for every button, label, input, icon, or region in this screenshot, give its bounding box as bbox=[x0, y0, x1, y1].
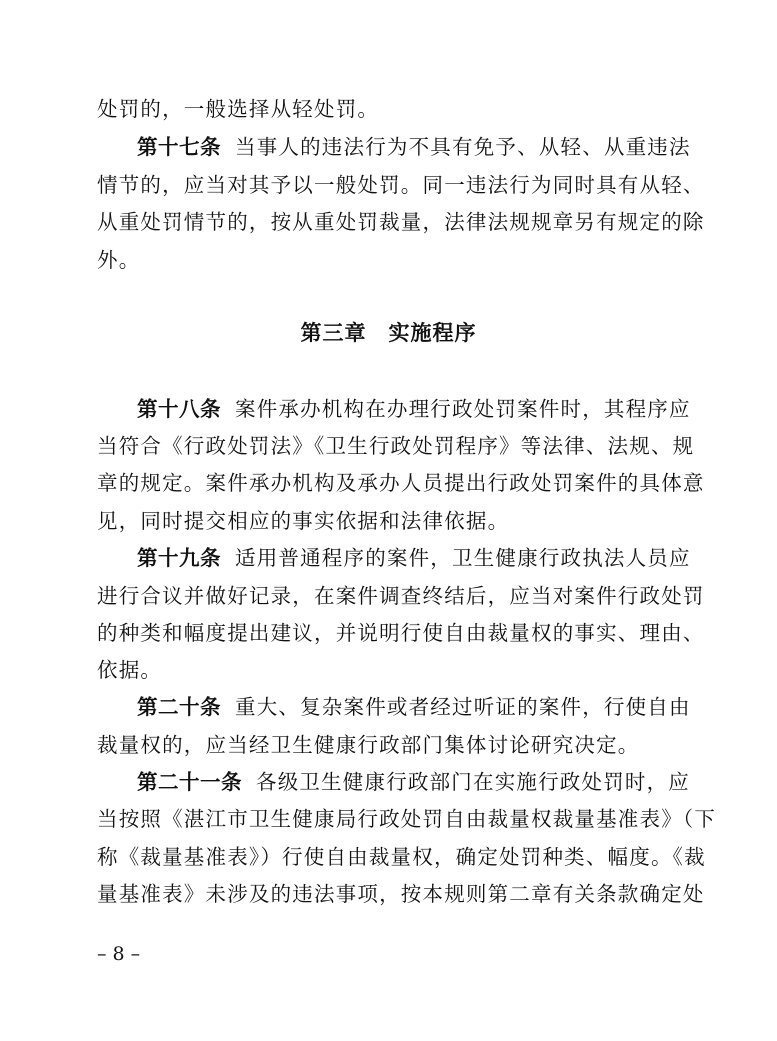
article-19-line-2: 进行合议并做好记录，在案件调查终结后，应当对案件行政处罚 bbox=[97, 584, 705, 608]
article-21-label: 第二十一条 bbox=[137, 770, 242, 794]
article-20-line-2: 裁量权的，应当经卫生健康行政部门集体讨论研究决定。 bbox=[97, 733, 640, 757]
article-17-line-1 bbox=[137, 132, 691, 162]
article-19-text: 适用普通程序的案件，卫生健康行政执法人员应 bbox=[235, 546, 691, 570]
article-18-label: 第十八条 bbox=[137, 397, 221, 421]
article-18-line-4: 见，同时提交相应的事实依据和法律依据。 bbox=[97, 509, 510, 533]
article-18-line-3: 章的规定。案件承办机构及承办人员提出行政处罚案件的具体意 bbox=[97, 471, 705, 495]
article-21-line-3: 称《裁量基准表》）行使自由裁量权，确定处罚种类、幅度。《裁 bbox=[97, 845, 706, 869]
article-21-line-2: 当按照《湛江市卫生健康局行政处罚自由裁量权裁量基准表》（下 bbox=[97, 807, 717, 831]
article-17-line-2: 情节的，应当对其予以一般处罚。同一违法行为同时具有从轻、 bbox=[97, 173, 705, 197]
article-19-line-4: 依据。 bbox=[97, 658, 163, 682]
article-20-text: 重大、复杂案件或者经过听证的案件，行使自由 bbox=[235, 695, 691, 719]
article-19-line-3: 的种类和幅度提出建议，并说明行使自由裁量权的事实、理由、 bbox=[97, 621, 705, 645]
article-21-line-1 bbox=[137, 767, 690, 797]
article-21-line-4: 量基准表》未涉及的违法事项，按本规则第二章有关条款确定处 bbox=[97, 882, 705, 906]
article-21-text: 各级卫生健康行政部门在实施行政处罚时，应 bbox=[256, 770, 690, 794]
article-17-text: 当事人的违法行为不具有免予、从轻、从重违法 bbox=[235, 135, 691, 159]
paragraph-line: 处罚的，一般选择从轻处罚。 bbox=[97, 97, 380, 121]
page-number: – 8 – bbox=[97, 943, 141, 965]
article-18-line-1 bbox=[137, 394, 691, 424]
chapter-heading: 第三章 实施程序 bbox=[300, 321, 477, 345]
article-20-label: 第二十条 bbox=[137, 695, 221, 719]
article-18-line-2: 当符合《行政处罚法》《卫生行政处罚程序》等法律、法规、规 bbox=[97, 434, 695, 458]
article-17-line-3: 从重处罚情节的，按从重处罚裁量，法律法规规章另有规定的除 bbox=[97, 210, 705, 234]
article-18-text: 案件承办机构在办理行政处罚案件时，其程序应 bbox=[235, 397, 691, 421]
article-19-line-1 bbox=[137, 543, 691, 573]
article-17-line-4: 外。 bbox=[97, 248, 141, 272]
article-19-label: 第十九条 bbox=[137, 546, 221, 570]
article-17-label: 第十七条 bbox=[137, 135, 221, 159]
article-20-line-1 bbox=[137, 692, 691, 722]
